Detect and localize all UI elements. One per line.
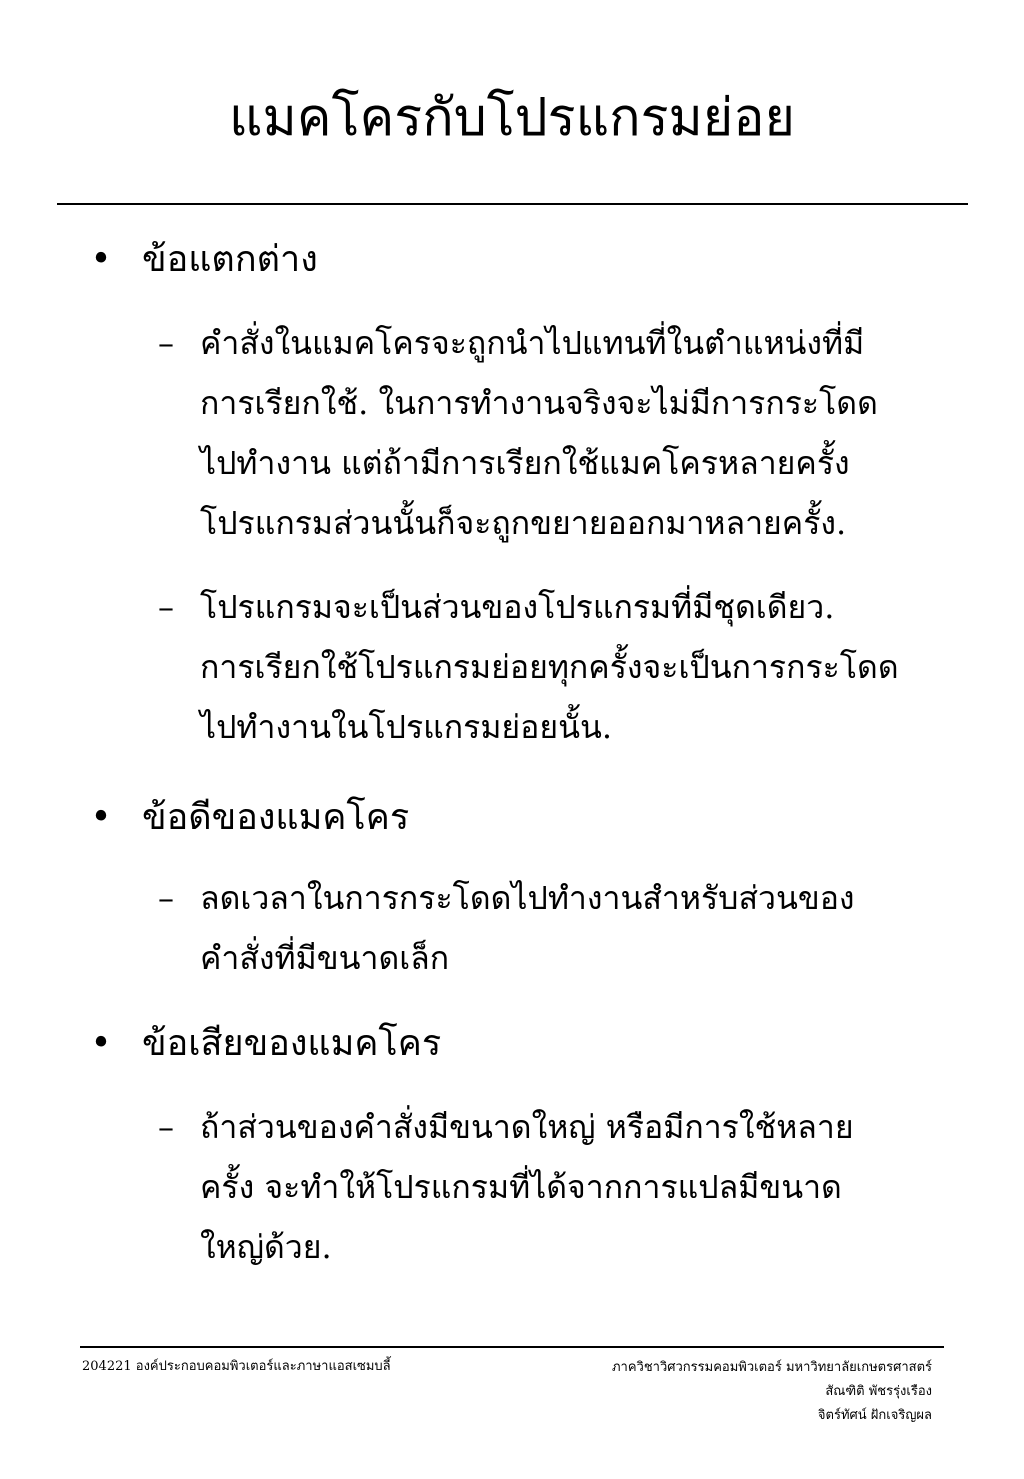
text-line: ใหญ่ด้วย.	[200, 1228, 332, 1266]
dash-icon: –	[158, 588, 174, 626]
text-line: คำสั่งที่มีขนาดเล็ก	[200, 939, 450, 977]
text-line: ลดเวลาในการกระโดดไปทำงานสำหรับส่วนของ	[200, 879, 855, 917]
item-text	[200, 577, 950, 757]
footer-credits	[612, 1356, 932, 1428]
section-heading: ข้อเสียของแมคโคร	[142, 1023, 442, 1064]
section-heading: ข้อดีของแมคโคร	[142, 797, 410, 838]
title-divider	[57, 203, 968, 205]
item-text	[200, 868, 950, 988]
text-line: คำสั่งในแมคโครจะถูกนำไปแทนที่ในตำแหน่งที่มี	[200, 324, 865, 362]
text-line: โปรแกรมส่วนนั้นก็จะถูกขยายออกมาหลายครั้ง.	[200, 504, 847, 542]
text-line: การเรียกใช้โปรแกรมย่อยทุกครั้งจะเป็นการกระโดด	[200, 648, 899, 686]
item-text	[200, 313, 950, 553]
dash-icon: –	[158, 1108, 174, 1146]
dash-icon: –	[158, 324, 174, 362]
text-line: ถ้าส่วนของคำสั่งมีขนาดใหญ่ หรือมีการใช้หลาย	[200, 1108, 854, 1146]
item-text	[200, 1097, 950, 1277]
text-line: ครั้ง จะทำให้โปรแกรมที่ได้จากการแปลมีขนาด	[200, 1168, 842, 1206]
footer-course: 204221 องค์ประกอบคอมพิวเตอร์และภาษาแอสเซมบลี้	[82, 1359, 391, 1374]
footer-department: ภาควิชาวิศวกรรมคอมพิวเตอร์ มหาวิทยาลัยเกษตรศาสตร์	[611, 1360, 932, 1375]
text-line: ไปทำงาน แต่ถ้ามีการเรียกใช้แมคโครหลายครั้ง	[200, 444, 850, 482]
bullet-icon: •	[90, 797, 112, 838]
bullet-icon: •	[90, 1023, 112, 1064]
footer-author: สัณฑิติ พัชรรุ่งเรือง	[825, 1384, 932, 1399]
page-title: แมคโครกับโปรแกรมย่อย	[229, 88, 795, 148]
footer-author: จิตร์ทัศน์ ฝักเจริญผล	[817, 1408, 932, 1423]
footer-divider	[80, 1346, 944, 1348]
bullet-icon: •	[90, 239, 112, 280]
dash-icon: –	[158, 879, 174, 917]
text-line: โปรแกรมจะเป็นส่วนของโปรแกรมที่มีชุดเดียว.	[200, 588, 835, 626]
section-heading: ข้อแตกต่าง	[142, 239, 318, 280]
text-line: ไปทำงานในโปรแกรมย่อยนั้น.	[200, 708, 613, 746]
text-line: การเรียกใช้. ในการทำงานจริงจะไม่มีการกระโดด	[200, 384, 878, 422]
